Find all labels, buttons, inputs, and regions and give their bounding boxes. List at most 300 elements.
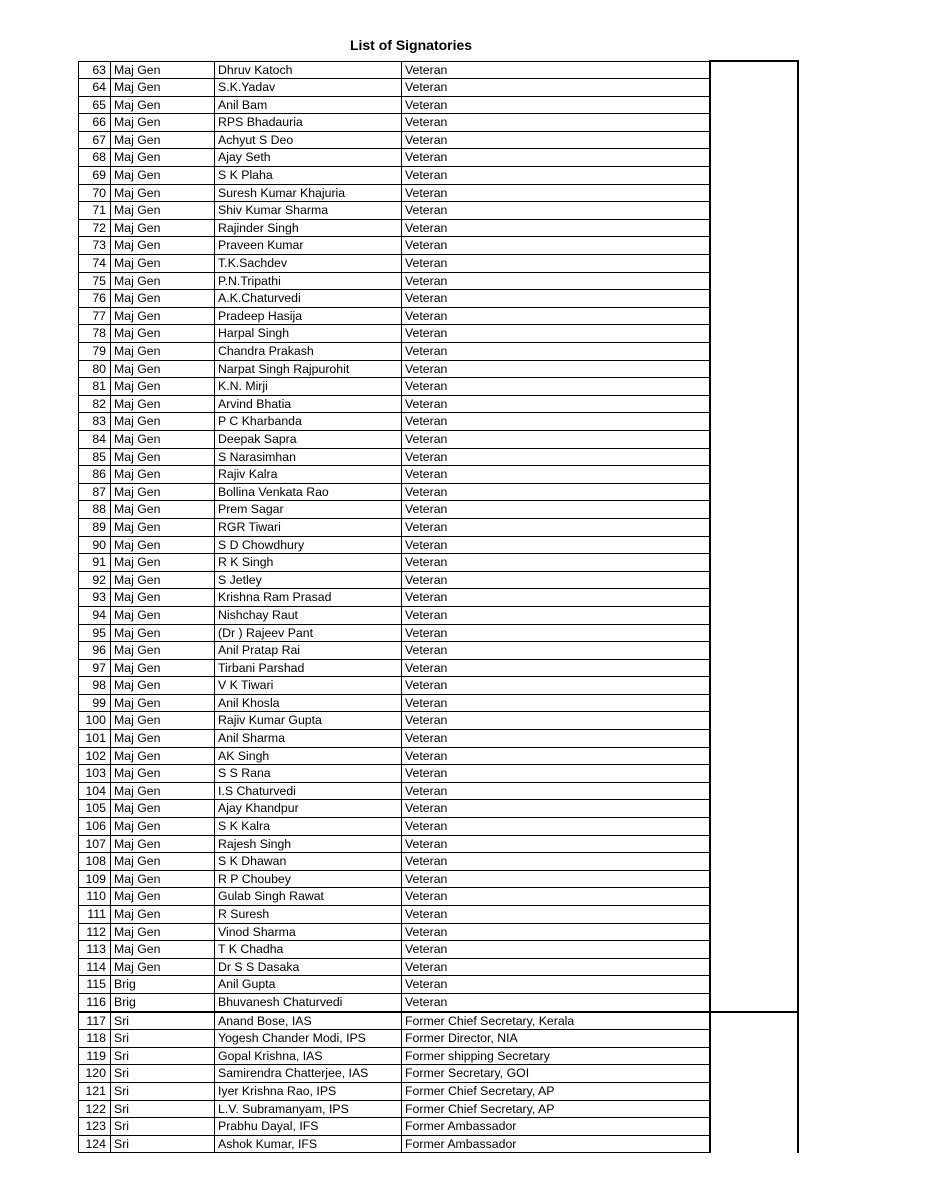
row-number: 121 <box>79 1082 111 1100</box>
row-designation: Veteran <box>402 554 710 572</box>
row-number: 93 <box>79 589 111 607</box>
row-designation: Veteran <box>402 79 710 97</box>
row-designation: Veteran <box>402 237 710 255</box>
row-designation: Veteran <box>402 430 710 448</box>
table-row <box>79 413 798 431</box>
row-number: 87 <box>79 483 111 501</box>
row-designation: Veteran <box>402 290 710 308</box>
row-name: RPS Bhadauria <box>215 114 402 132</box>
row-number: 65 <box>79 96 111 114</box>
table-row <box>79 906 798 924</box>
table-row <box>79 1065 798 1083</box>
table-row <box>79 430 798 448</box>
row-name: Anil Bam <box>215 96 402 114</box>
row-designation: Veteran <box>402 606 710 624</box>
row-number: 70 <box>79 184 111 202</box>
row-number: 88 <box>79 501 111 519</box>
row-rank: Maj Gen <box>111 255 215 273</box>
row-name: Ashok Kumar, IFS <box>215 1135 402 1153</box>
row-number: 95 <box>79 624 111 642</box>
row-designation: Former shipping Secretary <box>402 1047 710 1065</box>
table-row <box>79 448 798 466</box>
table-row <box>79 202 798 220</box>
table-row <box>79 395 798 413</box>
row-number: 66 <box>79 114 111 132</box>
row-designation: Former Chief Secretary, Kerala <box>402 1012 710 1030</box>
row-blank-cell <box>710 659 798 677</box>
row-rank: Sri <box>111 1135 215 1153</box>
row-rank: Sri <box>111 1030 215 1048</box>
table-row <box>79 765 798 783</box>
row-blank-cell <box>710 1082 798 1100</box>
row-name: Vinod Sharma <box>215 923 402 941</box>
row-designation: Veteran <box>402 589 710 607</box>
row-blank-cell <box>710 167 798 185</box>
row-blank-cell <box>710 1012 798 1030</box>
table-row <box>79 483 798 501</box>
row-rank: Maj Gen <box>111 202 215 220</box>
row-name: S Narasimhan <box>215 448 402 466</box>
table-row <box>79 501 798 519</box>
row-name: Chandra Prakash <box>215 343 402 361</box>
row-blank-cell <box>710 1100 798 1118</box>
row-number: 69 <box>79 167 111 185</box>
row-rank: Maj Gen <box>111 184 215 202</box>
row-rank: Maj Gen <box>111 167 215 185</box>
row-blank-cell <box>710 360 798 378</box>
row-number: 85 <box>79 448 111 466</box>
row-blank-cell <box>710 923 798 941</box>
table-row <box>79 958 798 976</box>
row-rank: Maj Gen <box>111 149 215 167</box>
row-designation: Veteran <box>402 360 710 378</box>
row-name: Achyut S Deo <box>215 131 402 149</box>
table-row <box>79 1047 798 1065</box>
row-number: 113 <box>79 941 111 959</box>
row-blank-cell <box>710 624 798 642</box>
table-row <box>79 659 798 677</box>
row-blank-cell <box>710 395 798 413</box>
row-rank: Brig <box>111 976 215 994</box>
row-designation: Veteran <box>402 993 710 1011</box>
row-name: Anil Gupta <box>215 976 402 994</box>
row-designation: Former Chief Secretary, AP <box>402 1100 710 1118</box>
row-number: 109 <box>79 870 111 888</box>
row-rank: Maj Gen <box>111 237 215 255</box>
table-row <box>79 184 798 202</box>
table-row <box>79 818 798 836</box>
row-number: 76 <box>79 290 111 308</box>
row-rank: Maj Gen <box>111 378 215 396</box>
table-row <box>79 571 798 589</box>
row-blank-cell <box>710 853 798 871</box>
row-number: 120 <box>79 1065 111 1083</box>
table-row <box>79 730 798 748</box>
row-name: S.K.Yadav <box>215 79 402 97</box>
row-number: 107 <box>79 835 111 853</box>
row-designation: Veteran <box>402 888 710 906</box>
table-row <box>79 219 798 237</box>
row-number: 86 <box>79 466 111 484</box>
row-rank: Maj Gen <box>111 395 215 413</box>
row-name: Samirendra Chatterjee, IAS <box>215 1065 402 1083</box>
row-designation: Veteran <box>402 712 710 730</box>
table-row <box>79 536 798 554</box>
row-rank: Maj Gen <box>111 642 215 660</box>
table-row <box>79 114 798 132</box>
row-rank: Maj Gen <box>111 659 215 677</box>
row-blank-cell <box>710 589 798 607</box>
row-blank-cell <box>710 466 798 484</box>
row-rank: Sri <box>111 1047 215 1065</box>
row-blank-cell <box>710 378 798 396</box>
row-rank: Brig <box>111 993 215 1011</box>
row-number: 98 <box>79 677 111 695</box>
row-blank-cell <box>710 1047 798 1065</box>
row-name: Bhuvanesh Chaturvedi <box>215 993 402 1011</box>
row-name: Yogesh Chander Modi, IPS <box>215 1030 402 1048</box>
row-name: S K Dhawan <box>215 853 402 871</box>
row-name: A.K.Chaturvedi <box>215 290 402 308</box>
table-row <box>79 1030 798 1048</box>
row-rank: Maj Gen <box>111 677 215 695</box>
row-number: 91 <box>79 554 111 572</box>
row-designation: Veteran <box>402 677 710 695</box>
row-name: Anand Bose, IAS <box>215 1012 402 1030</box>
row-designation: Veteran <box>402 413 710 431</box>
row-number: 80 <box>79 360 111 378</box>
page-title: List of Signatories <box>349 37 473 53</box>
row-name: RGR Tiwari <box>215 518 402 536</box>
row-rank: Maj Gen <box>111 782 215 800</box>
table-row <box>79 1118 798 1136</box>
row-name: Suresh Kumar Khajuria <box>215 184 402 202</box>
row-designation: Veteran <box>402 870 710 888</box>
row-number: 73 <box>79 237 111 255</box>
table-row <box>79 993 798 1011</box>
row-number: 112 <box>79 923 111 941</box>
row-rank: Maj Gen <box>111 923 215 941</box>
row-blank-cell <box>710 149 798 167</box>
row-designation: Veteran <box>402 114 710 132</box>
row-name: Anil Khosla <box>215 694 402 712</box>
row-rank: Maj Gen <box>111 818 215 836</box>
table-row <box>79 167 798 185</box>
row-blank-cell <box>710 694 798 712</box>
row-rank: Maj Gen <box>111 694 215 712</box>
row-number: 101 <box>79 730 111 748</box>
table-row <box>79 888 798 906</box>
row-designation: Veteran <box>402 184 710 202</box>
table-row <box>79 343 798 361</box>
row-designation: Veteran <box>402 343 710 361</box>
row-name: Gulab Singh Rawat <box>215 888 402 906</box>
row-name: AK Singh <box>215 747 402 765</box>
row-designation: Veteran <box>402 149 710 167</box>
row-blank-cell <box>710 518 798 536</box>
row-number: 123 <box>79 1118 111 1136</box>
row-name: Bollina Venkata Rao <box>215 483 402 501</box>
row-rank: Sri <box>111 1118 215 1136</box>
row-number: 118 <box>79 1030 111 1048</box>
row-name: R Suresh <box>215 906 402 924</box>
row-designation: Veteran <box>402 167 710 185</box>
row-designation: Veteran <box>402 782 710 800</box>
signatories-table-body <box>79 61 798 1153</box>
row-number: 92 <box>79 571 111 589</box>
table-row <box>79 835 798 853</box>
row-number: 94 <box>79 606 111 624</box>
row-number: 63 <box>79 61 111 79</box>
row-number: 99 <box>79 694 111 712</box>
row-designation: Veteran <box>402 448 710 466</box>
row-number: 108 <box>79 853 111 871</box>
row-name: Iyer Krishna Rao, IPS <box>215 1082 402 1100</box>
row-rank: Maj Gen <box>111 430 215 448</box>
row-designation: Veteran <box>402 800 710 818</box>
table-row <box>79 61 798 79</box>
row-name: R K Singh <box>215 554 402 572</box>
row-number: 75 <box>79 272 111 290</box>
row-number: 105 <box>79 800 111 818</box>
table-row <box>79 782 798 800</box>
row-name: Anil Pratap Rai <box>215 642 402 660</box>
table-row <box>79 378 798 396</box>
row-rank: Maj Gen <box>111 888 215 906</box>
row-blank-cell <box>710 888 798 906</box>
row-blank-cell <box>710 255 798 273</box>
row-name: K.N. Mirji <box>215 378 402 396</box>
row-designation: Veteran <box>402 501 710 519</box>
row-number: 110 <box>79 888 111 906</box>
row-blank-cell <box>710 782 798 800</box>
row-rank: Maj Gen <box>111 835 215 853</box>
row-blank-cell <box>710 1030 798 1048</box>
row-blank-cell <box>710 448 798 466</box>
table-row <box>79 1012 798 1030</box>
row-rank: Maj Gen <box>111 466 215 484</box>
row-blank-cell <box>710 800 798 818</box>
row-name: Rajiv Kumar Gupta <box>215 712 402 730</box>
row-designation: Veteran <box>402 131 710 149</box>
row-rank: Maj Gen <box>111 413 215 431</box>
row-name: Dr S S Dasaka <box>215 958 402 976</box>
row-rank: Maj Gen <box>111 343 215 361</box>
row-blank-cell <box>710 184 798 202</box>
row-blank-cell <box>710 501 798 519</box>
row-designation: Veteran <box>402 395 710 413</box>
row-rank: Sri <box>111 1082 215 1100</box>
table-row <box>79 870 798 888</box>
row-blank-cell <box>710 430 798 448</box>
row-rank: Maj Gen <box>111 571 215 589</box>
row-name: S Jetley <box>215 571 402 589</box>
row-name: S K Plaha <box>215 167 402 185</box>
row-number: 72 <box>79 219 111 237</box>
row-number: 102 <box>79 747 111 765</box>
row-blank-cell <box>710 554 798 572</box>
table-row <box>79 694 798 712</box>
row-name: P.N.Tripathi <box>215 272 402 290</box>
row-number: 114 <box>79 958 111 976</box>
row-number: 82 <box>79 395 111 413</box>
table-row <box>79 1100 798 1118</box>
row-blank-cell <box>710 870 798 888</box>
row-designation: Veteran <box>402 818 710 836</box>
row-number: 83 <box>79 413 111 431</box>
row-name: L.V. Subramanyam, IPS <box>215 1100 402 1118</box>
table-row <box>79 642 798 660</box>
row-number: 104 <box>79 782 111 800</box>
row-designation: Veteran <box>402 219 710 237</box>
row-designation: Veteran <box>402 483 710 501</box>
table-row <box>79 747 798 765</box>
row-number: 117 <box>79 1012 111 1030</box>
row-rank: Maj Gen <box>111 624 215 642</box>
row-blank-cell <box>710 818 798 836</box>
row-designation: Veteran <box>402 272 710 290</box>
table-row <box>79 677 798 695</box>
row-designation: Former Secretary, GOI <box>402 1065 710 1083</box>
row-designation: Veteran <box>402 694 710 712</box>
row-designation: Veteran <box>402 571 710 589</box>
row-designation: Former Director, NIA <box>402 1030 710 1048</box>
table-row <box>79 1135 798 1153</box>
row-blank-cell <box>710 747 798 765</box>
table-row <box>79 255 798 273</box>
row-blank-cell <box>710 765 798 783</box>
row-designation: Veteran <box>402 518 710 536</box>
row-name: V K Tiwari <box>215 677 402 695</box>
row-name: Deepak Sapra <box>215 430 402 448</box>
row-number: 90 <box>79 536 111 554</box>
row-name: Ajay Khandpur <box>215 800 402 818</box>
row-designation: Veteran <box>402 325 710 343</box>
row-designation: Veteran <box>402 61 710 79</box>
row-name: I.S Chaturvedi <box>215 782 402 800</box>
row-name: S D Chowdhury <box>215 536 402 554</box>
row-name: T K Chadha <box>215 941 402 959</box>
table-row <box>79 1082 798 1100</box>
row-name: Anil Sharma <box>215 730 402 748</box>
row-name: T.K.Sachdev <box>215 255 402 273</box>
row-rank: Sri <box>111 1065 215 1083</box>
row-rank: Maj Gen <box>111 307 215 325</box>
row-rank: Maj Gen <box>111 61 215 79</box>
row-designation: Veteran <box>402 96 710 114</box>
row-rank: Maj Gen <box>111 131 215 149</box>
table-row <box>79 96 798 114</box>
row-name: S S Rana <box>215 765 402 783</box>
row-name: Rajesh Singh <box>215 835 402 853</box>
row-name: Pradeep Hasija <box>215 307 402 325</box>
row-blank-cell <box>710 79 798 97</box>
row-rank: Maj Gen <box>111 114 215 132</box>
row-designation: Veteran <box>402 536 710 554</box>
row-rank: Maj Gen <box>111 870 215 888</box>
row-blank-cell <box>710 413 798 431</box>
row-designation: Veteran <box>402 659 710 677</box>
row-name: S K Kalra <box>215 818 402 836</box>
row-rank: Maj Gen <box>111 730 215 748</box>
row-name: Tirbani Parshad <box>215 659 402 677</box>
row-name: (Dr ) Rajeev Pant <box>215 624 402 642</box>
row-rank: Maj Gen <box>111 747 215 765</box>
row-blank-cell <box>710 1135 798 1153</box>
row-name: P C Kharbanda <box>215 413 402 431</box>
row-blank-cell <box>710 61 798 79</box>
row-number: 74 <box>79 255 111 273</box>
row-designation: Veteran <box>402 765 710 783</box>
table-row <box>79 307 798 325</box>
row-designation: Veteran <box>402 958 710 976</box>
row-blank-cell <box>710 906 798 924</box>
row-rank: Maj Gen <box>111 554 215 572</box>
row-number: 97 <box>79 659 111 677</box>
row-blank-cell <box>710 1065 798 1083</box>
row-designation: Veteran <box>402 835 710 853</box>
row-number: 106 <box>79 818 111 836</box>
row-number: 67 <box>79 131 111 149</box>
row-name: Rajiv Kalra <box>215 466 402 484</box>
row-blank-cell <box>710 958 798 976</box>
table-row <box>79 976 798 994</box>
row-designation: Veteran <box>402 853 710 871</box>
row-designation: Veteran <box>402 730 710 748</box>
row-designation: Veteran <box>402 941 710 959</box>
row-designation: Veteran <box>402 466 710 484</box>
row-rank: Maj Gen <box>111 765 215 783</box>
row-number: 89 <box>79 518 111 536</box>
table-row <box>79 853 798 871</box>
row-designation: Veteran <box>402 923 710 941</box>
row-designation: Former Chief Secretary, AP <box>402 1082 710 1100</box>
row-blank-cell <box>710 1118 798 1136</box>
table-row <box>79 131 798 149</box>
table-row <box>79 624 798 642</box>
row-blank-cell <box>710 343 798 361</box>
row-blank-cell <box>710 835 798 853</box>
row-blank-cell <box>710 237 798 255</box>
table-row <box>79 237 798 255</box>
row-number: 77 <box>79 307 111 325</box>
row-designation: Veteran <box>402 307 710 325</box>
row-rank: Sri <box>111 1012 215 1030</box>
row-name: Prem Sagar <box>215 501 402 519</box>
table-row <box>79 518 798 536</box>
row-name: Krishna Ram Prasad <box>215 589 402 607</box>
row-name: Gopal Krishna, IAS <box>215 1047 402 1065</box>
row-name: Narpat Singh Rajpurohit <box>215 360 402 378</box>
table-row <box>79 606 798 624</box>
row-name: Shiv Kumar Sharma <box>215 202 402 220</box>
row-rank: Maj Gen <box>111 96 215 114</box>
row-rank: Maj Gen <box>111 325 215 343</box>
row-designation: Veteran <box>402 202 710 220</box>
row-blank-cell <box>710 96 798 114</box>
row-designation: Veteran <box>402 976 710 994</box>
table-row <box>79 325 798 343</box>
row-number: 71 <box>79 202 111 220</box>
row-number: 79 <box>79 343 111 361</box>
row-blank-cell <box>710 993 798 1011</box>
row-rank: Maj Gen <box>111 853 215 871</box>
row-name: Rajinder Singh <box>215 219 402 237</box>
row-blank-cell <box>710 536 798 554</box>
table-row <box>79 290 798 308</box>
row-name: Harpal Singh <box>215 325 402 343</box>
signatories-table <box>78 60 799 1153</box>
